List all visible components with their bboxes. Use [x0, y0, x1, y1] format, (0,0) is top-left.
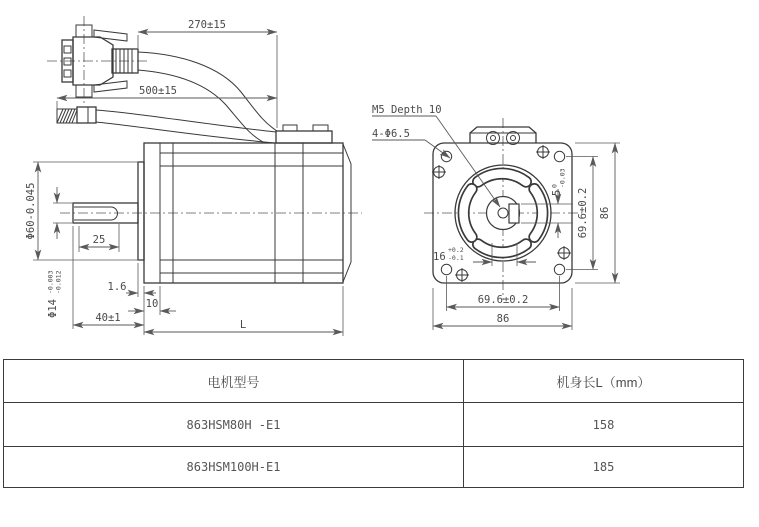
motor-side-view	[60, 125, 362, 283]
cell-model-1: 863HSM80H -E1	[4, 403, 464, 447]
flying-leads	[57, 107, 96, 123]
cell-length-2: 185	[464, 447, 744, 488]
cell-model-2: 863HSM100H-E1	[4, 447, 464, 488]
dim-L: L	[239, 319, 247, 331]
dim-10: 10	[145, 298, 159, 310]
dim-phi60: Φ60-0.045	[25, 182, 37, 240]
dim-69-6-bottom: 69.6±0.2	[477, 294, 529, 306]
motor-front-view	[424, 118, 582, 300]
label-4-holes: 4-Φ6.5	[372, 128, 410, 140]
dim-270: 270±15	[188, 19, 226, 31]
db9-connector	[47, 16, 150, 106]
dim-500: 500±15	[139, 85, 177, 97]
table-header-row	[4, 360, 744, 403]
label-m5-depth: M5 Depth 10	[372, 104, 442, 116]
dim-phi14: Φ14-0.003-0.012	[46, 270, 63, 318]
cell-length-1: 158	[464, 403, 744, 447]
dim-keyway-5: 50-0.03	[550, 168, 567, 196]
dim-86-right: 86	[599, 206, 611, 220]
dim-40: 40±1	[95, 312, 121, 324]
dim-86-bottom: 86	[496, 313, 510, 325]
strain-relief-ribs	[116, 49, 132, 73]
dim-16: 16+0.2 -0.1	[433, 246, 464, 263]
pilot-boss	[138, 162, 144, 260]
table-row	[4, 447, 744, 488]
keyway	[509, 204, 519, 223]
table-row	[4, 403, 744, 447]
dim-69-6-right: 69.6±0.2	[577, 187, 589, 239]
header-body-length: 机身长L（mm）	[464, 360, 744, 403]
dim-25: 25	[92, 234, 106, 246]
cable-gland	[276, 125, 332, 143]
dim-1-6: 1.6	[107, 281, 127, 293]
cables	[96, 52, 277, 143]
spec-table	[3, 359, 744, 488]
header-motor-model: 电机型号	[4, 360, 464, 403]
